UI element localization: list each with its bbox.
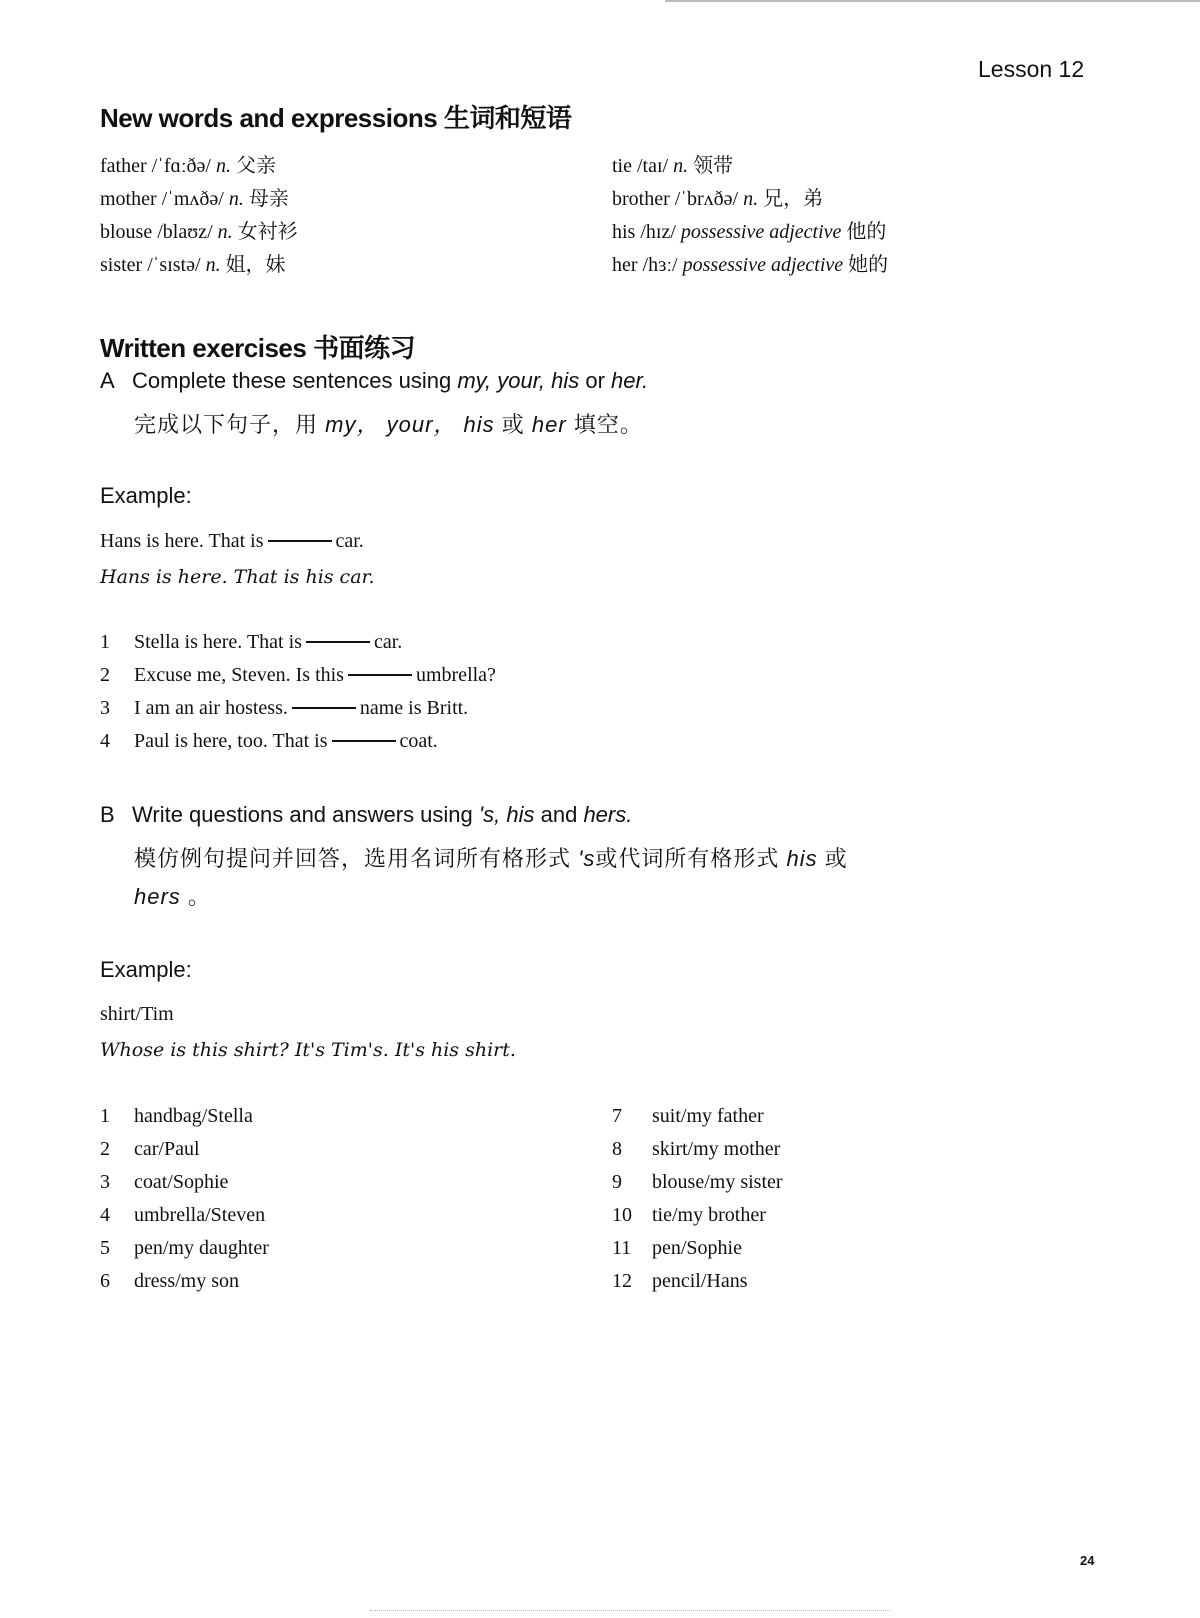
vocab-ipa: /taɪ/ [637, 155, 669, 177]
exercise-letter: B [100, 802, 115, 827]
list-item [100, 1232, 269, 1265]
instruction-keyword: his [786, 846, 818, 871]
item-text: Stella is here. That is [134, 631, 302, 653]
vocab-entry [100, 183, 298, 216]
item-number: 10 [612, 1204, 632, 1226]
vocab-entry [100, 216, 298, 249]
item-text: umbrella/Steven [134, 1204, 266, 1226]
exercise-b-instruction-cn [134, 842, 848, 873]
item-text: coat. [399, 730, 438, 752]
list-item [612, 1133, 783, 1166]
list-item [100, 692, 496, 725]
vocab-entry [612, 249, 888, 282]
instruction-keyword: his [463, 412, 495, 437]
exercise-b-left-list [100, 1100, 269, 1298]
vocab-ipa: /ˈmʌðə/ [161, 188, 224, 210]
list-item [100, 725, 496, 758]
item-text: pen/my daughter [134, 1237, 269, 1259]
exercise-a-instruction-cn [134, 408, 643, 439]
list-item [100, 626, 496, 659]
vocab-word: sister [100, 254, 143, 276]
vocab-cn: 女衬衫 [237, 221, 298, 243]
item-number: 4 [100, 1204, 110, 1226]
vocab-ipa: /ˈbrʌðə/ [674, 188, 739, 210]
vocab-ipa: /blaʊz/ [157, 221, 213, 243]
vocab-cn: 姐，妹 [225, 254, 286, 276]
instruction-keyword: her [531, 412, 567, 437]
list-item [100, 659, 496, 692]
instruction-keyword: 's [578, 846, 596, 871]
example-label: Example: [100, 483, 192, 508]
vocab-entry [100, 150, 298, 183]
item-number: 12 [612, 1270, 632, 1292]
instruction-text: or [585, 368, 605, 393]
instruction-cn-text: 或 [501, 412, 525, 437]
list-item [100, 1199, 269, 1232]
item-text: name is Britt. [359, 697, 469, 719]
item-text: Excuse me, Steven. Is this [134, 664, 344, 686]
vocab-word: his [612, 221, 636, 243]
vocab-cn: 他的 [846, 221, 887, 243]
instruction-keyword: your, [497, 368, 545, 393]
lesson-label: Lesson 12 [978, 56, 1085, 82]
list-item [612, 1100, 783, 1133]
answer-blank [268, 540, 332, 542]
item-text: I am an air hostess. [134, 697, 288, 719]
instruction-keyword: hers [134, 884, 181, 909]
instruction-cn-text: 模仿例句提问并回答，选用名词所有格形式 [134, 846, 572, 871]
item-text: suit/my father [652, 1105, 764, 1127]
item-text: handbag/Stella [134, 1105, 253, 1127]
vocab-cn: 父亲 [235, 155, 276, 177]
example-text: Hans is here. That is [100, 530, 264, 552]
example-label: Example: [100, 957, 192, 982]
item-number: 3 [100, 1171, 110, 1193]
item-text: dress/my son [134, 1270, 239, 1292]
vocab-ipa: /hɜː/ [642, 254, 678, 276]
vocab-ipa: /ˈsɪstə/ [147, 254, 201, 276]
vocab-word: blouse [100, 221, 153, 243]
list-item [612, 1232, 783, 1265]
answer-blank [306, 641, 370, 643]
instruction-keyword: my， [325, 412, 380, 437]
item-number: 1 [100, 1105, 110, 1127]
instruction-text: Write questions and answers using [132, 802, 473, 827]
item-text: car. [373, 631, 403, 653]
vocab-word: father [100, 155, 147, 177]
answer-blank [348, 674, 412, 676]
example-sentence [100, 530, 364, 553]
instruction-cn-text: 。 [187, 884, 211, 909]
example-prompt: shirt/Tim [100, 1003, 174, 1025]
item-text: pen/Sophie [652, 1237, 742, 1259]
instruction-text: Complete these sentences using [132, 368, 452, 393]
scan-artifact-line [370, 1610, 890, 1611]
vocab-ipa: /hɪz/ [640, 221, 676, 243]
list-item [100, 1265, 269, 1298]
exercise-b-instruction [100, 802, 632, 828]
item-number: 8 [612, 1138, 622, 1160]
item-text: pencil/Hans [652, 1270, 748, 1292]
item-text: tie/my brother [652, 1204, 766, 1226]
item-number: 11 [612, 1237, 632, 1259]
item-number: 2 [100, 1138, 110, 1160]
answer-blank [292, 707, 356, 709]
item-number: 6 [100, 1270, 110, 1292]
instruction-keyword: hers. [583, 802, 633, 827]
vocab-right-column [612, 150, 888, 282]
item-number: 9 [612, 1171, 622, 1193]
exercise-b-instruction-cn-cont [134, 880, 211, 911]
item-number: 2 [100, 664, 110, 686]
vocab-word: tie [612, 155, 632, 177]
top-rule [665, 0, 1200, 2]
vocab-entry [612, 216, 888, 249]
written-exercises-heading: Written exercises 书面练习 [100, 333, 416, 363]
item-text: umbrella? [415, 664, 496, 686]
list-item [100, 1133, 269, 1166]
instruction-keyword: her. [611, 368, 649, 393]
list-item [100, 1100, 269, 1133]
vocab-entry [612, 150, 888, 183]
vocab-pos: n. [673, 155, 689, 177]
vocab-pos: possessive adjective [680, 221, 842, 243]
instruction-text: and [540, 802, 578, 827]
list-item [100, 1166, 269, 1199]
vocab-word: brother [612, 188, 670, 210]
instruction-cn-text: 或代词所有格形式 [595, 846, 780, 871]
answer-blank [332, 740, 396, 742]
vocab-pos: n. [205, 254, 221, 276]
vocab-pos: n. [215, 155, 231, 177]
vocab-cn: 兄，弟 [763, 188, 824, 210]
item-number: 4 [100, 730, 110, 752]
item-text: Paul is here, too. That is [134, 730, 328, 752]
vocab-pos: possessive adjective [682, 254, 844, 276]
new-words-heading: New words and expressions 生词和短语 [100, 103, 572, 133]
vocab-pos: n. [217, 221, 233, 243]
vocab-cn: 母亲 [248, 188, 289, 210]
instruction-cn-text: 填空。 [573, 412, 643, 437]
example-text: car. [335, 530, 364, 552]
example-answer: Hans is here. That is his car. [100, 566, 375, 588]
item-text: skirt/my mother [652, 1138, 781, 1160]
page-number: 24 [1080, 1553, 1095, 1568]
exercise-a-list [100, 626, 496, 758]
vocab-word: her [612, 254, 638, 276]
item-number: 1 [100, 631, 110, 653]
item-text: coat/Sophie [134, 1171, 229, 1193]
list-item [612, 1199, 783, 1232]
item-text: car/Paul [134, 1138, 200, 1160]
item-number: 3 [100, 697, 110, 719]
exercise-a-instruction [100, 368, 648, 394]
vocab-pos: n. [743, 188, 759, 210]
exercise-b-right-list [612, 1100, 783, 1298]
example-answer: Whose is this shirt? It's Tim's. It's his shirt. [100, 1039, 516, 1061]
exercise-letter: A [100, 368, 115, 393]
vocab-left-column [100, 150, 298, 282]
vocab-cn: 她的 [848, 254, 889, 276]
vocab-entry [612, 183, 888, 216]
vocab-ipa: /ˈfɑːðə/ [151, 155, 211, 177]
item-text: blouse/my sister [652, 1171, 783, 1193]
instruction-cn-text: 完成以下句子，用 [134, 412, 319, 437]
vocab-pos: n. [228, 188, 244, 210]
instruction-cn-text: 或 [824, 846, 848, 871]
instruction-keyword: my, [457, 368, 492, 393]
instruction-keyword: your， [386, 412, 457, 437]
vocab-entry [100, 249, 298, 282]
item-number: 5 [100, 1237, 110, 1259]
vocab-word: mother [100, 188, 157, 210]
instruction-keyword: 's, his [478, 802, 535, 827]
vocab-cn: 领带 [693, 155, 734, 177]
list-item [612, 1265, 783, 1298]
item-number: 7 [612, 1105, 622, 1127]
instruction-keyword: his [551, 368, 580, 393]
list-item [612, 1166, 783, 1199]
